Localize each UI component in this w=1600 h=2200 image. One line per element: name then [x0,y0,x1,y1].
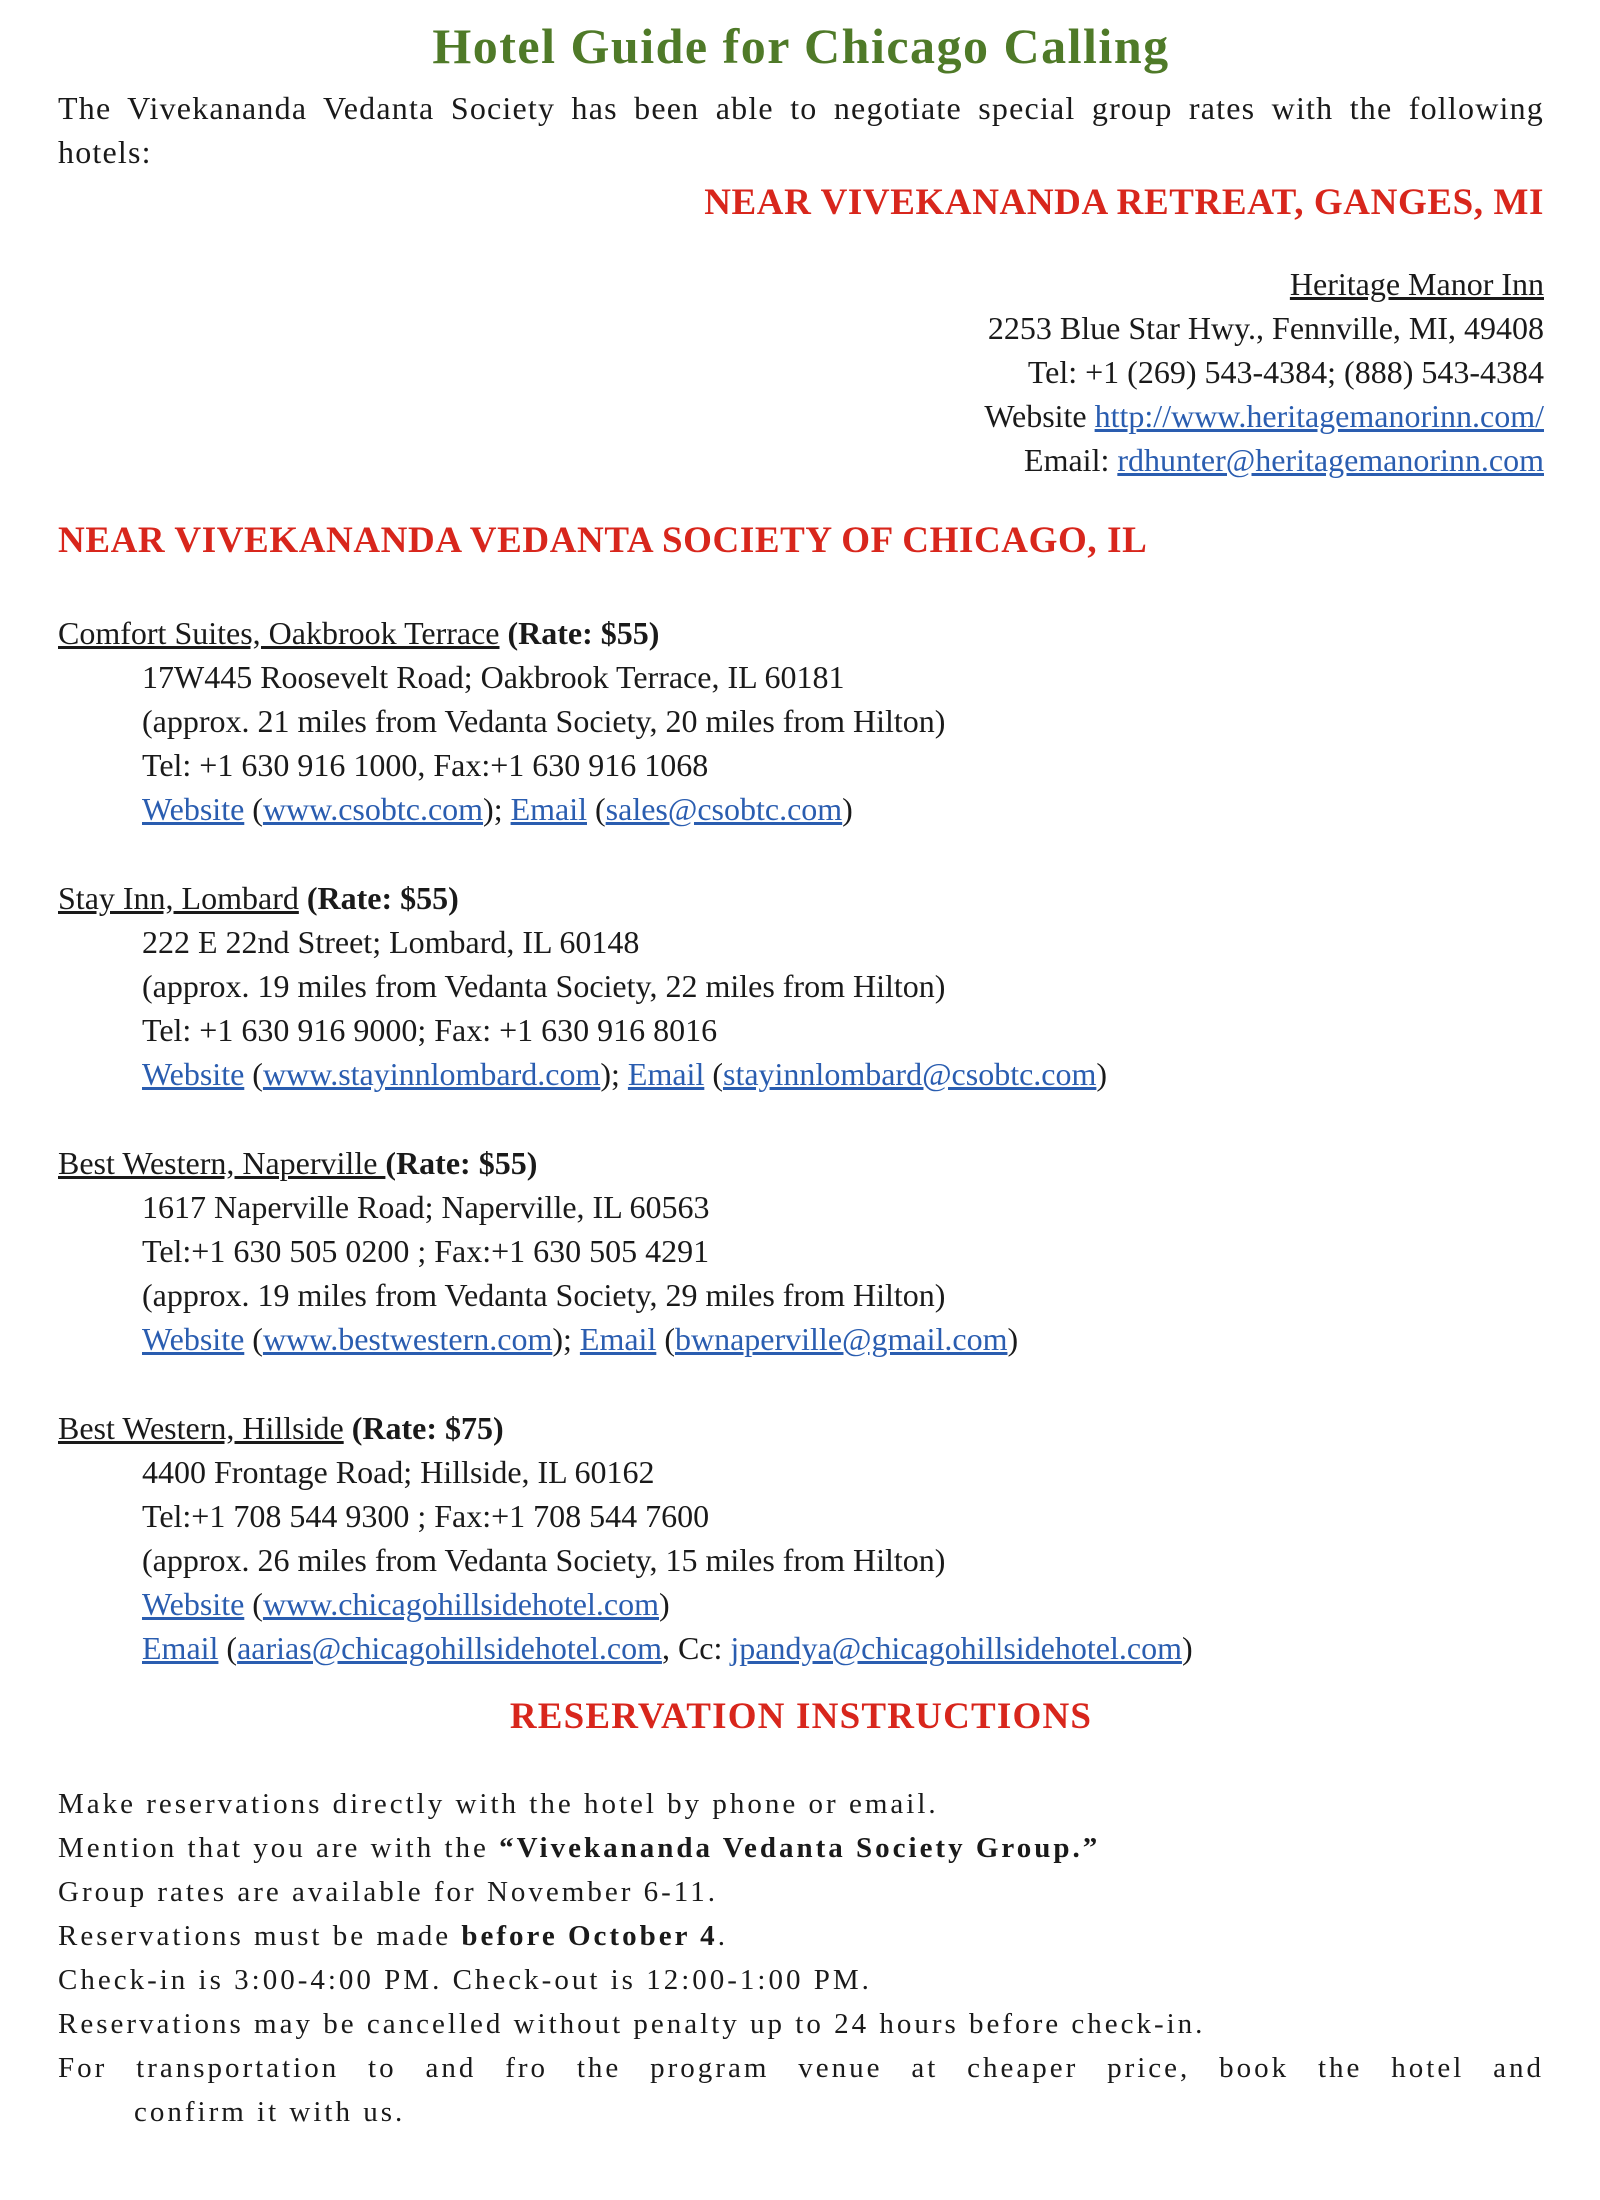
heritage-hotel-block [58,262,1544,482]
hotel-entry: Best Western, Hillside (Rate: $75) 4400 Frontage Road; Hillside, IL 60162 Tel:+1 708 544 9300 ; Fax:+1 708 544 7600 (approx. 26 miles from Vedanta Society, 15 miles from Hilton) Website (www.chicagohillsidehotel.com) Email (aarias@chicagohillsidehotel.com, Cc: jpandya@chicagohillsidehotel.com) [58,1406,1544,1670]
section-heading-instructions: RESERVATION INSTRUCTIONS [509,1696,1093,1737]
document-page [58,0,1544,2200]
hotel-rate: (Rate: $55) [507,615,660,651]
hotel-phone: Tel: +1 630 916 9000; Fax: +1 630 916 8016 [142,1012,718,1048]
section-heading-retreat: NEAR VIVEKANANDA RETREAT, GANGES, MI [704,182,1544,223]
hotel-distance: (approx. 26 miles from Vedanta Society, 15 miles from Hilton) [142,1542,946,1578]
email-link[interactable]: Email [579,1321,657,1357]
email-link[interactable]: Email [142,1630,219,1666]
instruction-text: . [717,1920,728,1952]
email-link[interactable]: Email [510,791,587,827]
hotel-distance: (approx. 19 miles from Vedanta Society, 29 miles from Hilton) [142,1277,946,1313]
email-address-link[interactable]: stayinnlombard@csobtc.com [722,1056,1097,1092]
website-url-link[interactable]: www.chicagohillsidehotel.com [262,1586,659,1622]
website-link[interactable]: Website [142,1586,245,1622]
deadline: before October 4 [461,1920,718,1952]
hotel-rate: (Rate: $75) [351,1410,504,1446]
intro-paragraph: The Vivekananda Vedanta Society has been able to negotiate special group rates with the following hotels: [58,90,1544,170]
instruction-line: Check-in is 3:00-4:00 PM. Check-out is 12:00-1:00 PM. [58,1964,872,1996]
section-heading-chicago: NEAR VIVEKANANDA VEDANTA SOCIETY OF CHICAGO, IL [58,520,1148,561]
hotel-name: Comfort Suites, Oakbrook Terrace [58,615,500,651]
website-link[interactable]: Website [142,791,245,827]
instruction-text: Mention that you are with the [58,1832,500,1864]
hotel-distance: (approx. 21 miles from Vedanta Society, 20 miles from Hilton) [142,703,946,739]
instruction-line: For transportation to and fro the program venue at cheaper price, book the hotel and [58,2052,1544,2084]
hotel-name: Best Western, Hillside [58,1410,344,1446]
hotel-rate: (Rate: $55) [306,880,459,916]
website-url-link[interactable]: www.bestwestern.com [262,1321,553,1357]
email-address-link[interactable]: bwnaperville@gmail.com [674,1321,1008,1357]
hotel-name: Stay Inn, Lombard [58,880,299,916]
hotel-distance: (approx. 19 miles from Vedanta Society, 22 miles from Hilton) [142,968,946,1004]
email-link[interactable]: Email [627,1056,705,1092]
group-name: “Vivekananda Vedanta Society Group.” [499,1832,1101,1864]
instructions-list [58,1782,1544,2134]
email-address-link[interactable]: sales@csobtc.com [605,791,843,827]
instruction-line: Make reservations directly with the hotel by phone or email. [58,1788,939,1820]
instruction-line: Reservations may be cancelled without penalty up to 24 hours before check-in. [58,2008,1206,2040]
instruction-line [58,1826,1544,1870]
page-title: Hotel Guide for Chicago Calling [432,18,1170,74]
hotel-rate: (Rate: $55) [385,1145,538,1181]
instruction-text: Reservations must be made [58,1920,462,1952]
hotel-address: 2253 Blue Star Hwy., Fennville, MI, 49408 [987,310,1544,346]
email-link[interactable]: rdhunter@heritagemanorinn.com [1117,442,1544,478]
hotel-entry: Comfort Suites, Oakbrook Terrace (Rate: $55) 17W445 Roosevelt Road; Oakbrook Terrace, IL 60181 (approx. 21 miles from Vedanta Society, 20 miles from Hilton) Tel: +1 630 916 1000, Fax:+1 630 916 1068 Website (www.csobtc.com); Email (sales@csobtc.com) [58,611,1544,831]
hotel-name: Best Western, Naperville [58,1145,386,1181]
website-url-link[interactable]: www.stayinnlombard.com [262,1056,601,1092]
hotel-name-heritage: Heritage Manor Inn [1289,266,1544,302]
hotel-address: 4400 Frontage Road; Hillside, IL 60162 [142,1454,655,1490]
website-link[interactable]: http://www.heritagemanorinn.com/ [1094,398,1544,434]
website-link[interactable]: Website [142,1056,245,1092]
email-address-link[interactable]: aarias@chicagohillsidehotel.com [237,1630,662,1666]
cc-email-link[interactable]: jpandya@chicagohillsidehotel.com [730,1630,1182,1666]
hotel-entry: Stay Inn, Lombard (Rate: $55) 222 E 22nd Street; Lombard, IL 60148 (approx. 19 miles from Vedanta Society, 22 miles from Hilton) Tel: +1 630 916 9000; Fax: +1 630 916 8016 Website (www.stayinnlombard.com); Email (stayinnlombard@csobtc.com) [58,876,1544,1096]
hotel-phone: Tel: +1 630 916 1000, Fax:+1 630 916 1068 [142,747,709,783]
hotel-address: 222 E 22nd Street; Lombard, IL 60148 [142,924,640,960]
instruction-line: Group rates are available for November 6-11. [58,1876,718,1908]
instruction-line [58,1914,1544,1958]
website-link[interactable]: Website [142,1321,245,1357]
cc-label: , Cc: [661,1630,731,1666]
website-url-link[interactable]: www.csobtc.com [262,791,484,827]
hotel-phone: Tel:+1 708 544 9300 ; Fax:+1 708 544 7600 [142,1498,710,1534]
website-label: Website [984,398,1095,434]
email-label: Email: [1024,442,1118,478]
instruction-line-continued: confirm it with us. [134,2096,406,2128]
hotel-phone: Tel: +1 (269) 543-4384; (888) 543-4384 [1027,354,1544,390]
hotel-phone: Tel:+1 630 505 0200 ; Fax:+1 630 505 4291 [142,1233,710,1269]
hotel-entry: Best Western, Naperville (Rate: $55) 1617 Naperville Road; Naperville, IL 60563 Tel:+1 630 505 0200 ; Fax:+1 630 505 4291 (approx. 19 miles from Vedanta Society, 29 miles from Hilton) Website (www.bestwestern.com); Email (bwnaperville@gmail.com) [58,1141,1544,1361]
hotel-address: 17W445 Roosevelt Road; Oakbrook Terrace, IL 60181 [142,659,845,695]
hotel-address: 1617 Naperville Road; Naperville, IL 60563 [142,1189,710,1225]
